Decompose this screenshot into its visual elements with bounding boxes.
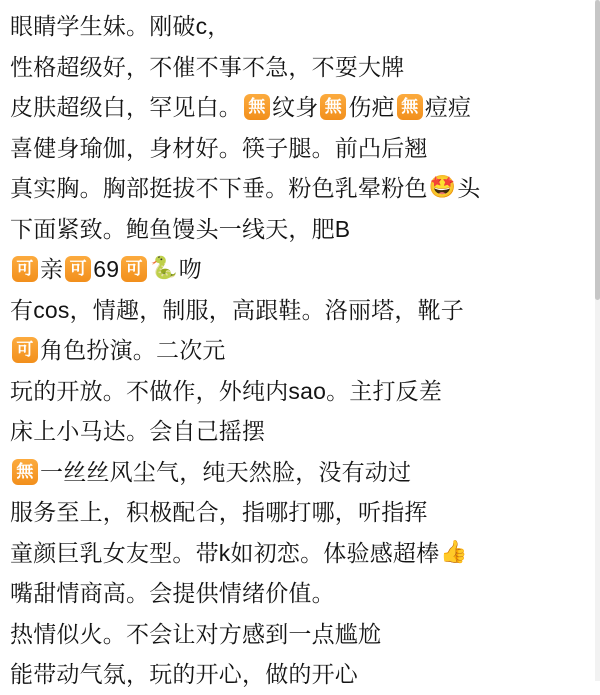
text-run: 角色扮演。二次元 (40, 337, 226, 364)
text-run: 一丝丝风尘气，纯天然脸，没有动过 (40, 458, 412, 485)
emoji-snake-icon: 🐍 (150, 256, 178, 282)
text-run: 真实胸。胸部挺拔不下垂。粉色乳晕粉色 (10, 175, 428, 202)
text-line (10, 330, 588, 371)
text-run: 热情似火。不会让对方感到一点尴尬 (10, 620, 382, 647)
vertical-scrollbar-thumb[interactable] (595, 0, 600, 300)
emoji-thumb-icon: 👍 (440, 539, 468, 565)
vertical-scrollbar-track[interactable] (595, 0, 600, 681)
emoji-badge-icon: 可 (12, 256, 38, 282)
emoji-badge-icon: 無 (320, 94, 346, 120)
text-line (10, 249, 588, 290)
text-line (10, 87, 588, 128)
text-run: 下面紧致。鲍鱼馒头一线天，肥B (10, 215, 351, 242)
text-run: 吻 (178, 256, 202, 283)
text-line (10, 452, 588, 493)
emoji-star-icon: 🤩 (428, 175, 457, 201)
emoji-badge-icon: 可 (65, 256, 91, 282)
emoji-badge-icon: 可 (12, 337, 38, 363)
text-run: 痘痘 (424, 94, 472, 121)
text-run: 头 (457, 175, 481, 202)
text-run: 皮肤超级白，罕见白。 (10, 94, 242, 121)
text-line (10, 6, 588, 47)
text-run: 有cos，情趣，制服，高跟鞋。洛丽塔，靴子 (10, 296, 464, 323)
text-run: 童颜巨乳女友型。带k如初恋。体验感超棒 (10, 539, 440, 566)
text-run: 69 (93, 256, 120, 283)
text-run: 喜健身瑜伽，身材好。筷子腿。前凸后翘 (10, 134, 428, 161)
text-run: 床上小马达。会自己摇摆 (10, 418, 266, 445)
text-run: 嘴甜情商高。会提供情绪价值。 (10, 580, 335, 607)
text-run: 亲 (40, 256, 64, 283)
text-line (10, 47, 588, 88)
text-line (10, 533, 588, 574)
emoji-badge-icon: 無 (397, 94, 423, 120)
text-line (10, 614, 588, 655)
text-line (10, 654, 588, 695)
text-line (10, 573, 588, 614)
text-line (10, 168, 588, 209)
emoji-badge-icon: 無 (244, 94, 270, 120)
text-run: 能带动气氛，玩的开心，做的开心 (10, 661, 358, 688)
text-line (10, 492, 588, 533)
text-line (10, 371, 588, 412)
text-run: 性格超级好，不催不事不急，不耍大牌 (10, 53, 405, 80)
text-line (10, 209, 588, 250)
text-run: 纹身 (272, 94, 319, 121)
text-run: 玩的开放。不做作，外纯内sao。主打反差 (10, 377, 443, 404)
emoji-badge-icon: 可 (121, 256, 147, 282)
text-line (10, 411, 588, 452)
text-line (10, 128, 588, 169)
text-line (10, 290, 588, 331)
text-run: 服务至上，积极配合，指哪打哪，听指挥 (10, 499, 428, 526)
emoji-badge-icon: 無 (12, 459, 38, 485)
text-run: 眼睛学生妹。刚破c， (10, 13, 231, 40)
text-run: 伤疤 (348, 94, 395, 121)
